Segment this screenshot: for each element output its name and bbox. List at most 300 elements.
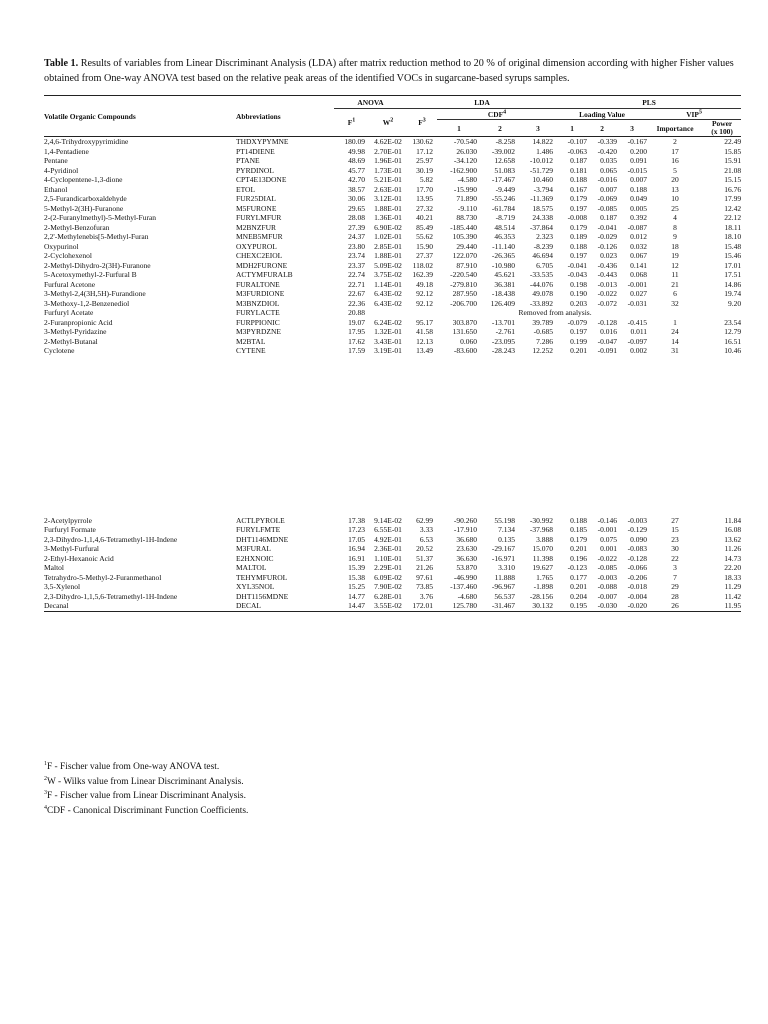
header-f-anova: $F^1$ <box>334 109 369 137</box>
cdf-3-value: 39.789 <box>532 317 554 327</box>
wilks-value: 9.14E-02 <box>374 515 402 525</box>
f-anova-value: 17.38 <box>348 515 365 525</box>
f-anova-value: 14.47 <box>334 601 369 611</box>
abbreviation: FURYLFMTE <box>236 525 281 534</box>
f-lda-value: 51.37 <box>416 553 433 563</box>
compound-name: 5-Methyl-2(3H)-Furanone <box>44 203 124 213</box>
loading-2-value: -0.339 <box>597 137 618 146</box>
wilks-value: 1.88E-01 <box>374 203 402 213</box>
vip-power-value: 11.42 <box>724 591 742 601</box>
table-row <box>44 156 741 166</box>
loading-1-value: -0.008 <box>567 213 588 222</box>
header-importance: Importance <box>647 120 703 137</box>
vip-power-value: 23.54 <box>724 317 742 327</box>
header-wilks: $W^2$ <box>369 109 407 137</box>
cdf-3-value: 49.078 <box>532 289 554 298</box>
wilks-value: 3.75E-02 <box>374 270 402 279</box>
compound-name: 5-Acetoxymethyl-2-Furfural B <box>44 270 137 279</box>
loading-1-value: 0.204 <box>570 591 588 601</box>
header-cdf-2: 2 <box>481 120 519 137</box>
table-row <box>44 213 741 223</box>
loading-2-value: -0.007 <box>597 591 618 601</box>
vip-importance-value: 3 <box>673 563 677 572</box>
cdf-3-value: -33.535 <box>529 270 554 279</box>
loading-3-value: 0.005 <box>630 203 648 213</box>
abbreviation: FURALTONE <box>236 279 280 289</box>
loading-2-value: -0.030 <box>587 601 617 611</box>
cdf-2-value: -17.467 <box>491 175 515 184</box>
abbreviation: THDXYPYMNE <box>236 137 289 146</box>
cdf-3-value: -8.239 <box>533 241 554 251</box>
f-anova-value: 22.36 <box>348 298 365 308</box>
table-row <box>44 582 741 592</box>
compound-name: Oxypurinol <box>44 241 79 251</box>
f-lda-value: 15.90 <box>416 241 433 251</box>
f-lda-value: 55.62 <box>416 232 433 241</box>
f-lda-value: 73.85 <box>416 582 433 591</box>
loading-1-value: 0.179 <box>570 194 588 203</box>
vip-importance-value: 23 <box>671 534 679 544</box>
abbreviation: OXYPUROL <box>236 241 277 251</box>
f-anova-value: 30.06 <box>348 194 365 203</box>
cdf-3-value: -30.992 <box>529 515 554 525</box>
loading-1-value: -0.079 <box>567 317 588 327</box>
abbreviation: XYL35NOL <box>236 582 275 591</box>
loading-1-value: -0.041 <box>567 260 588 270</box>
wilks-value: 3.55E-02 <box>369 601 407 611</box>
wilks-value: 1.96E-01 <box>374 156 402 165</box>
removed-note: Removed from analysis. <box>518 308 592 317</box>
cdf-3-value: 2.323 <box>536 232 554 241</box>
cdf-1-value: -46.990 <box>453 572 477 582</box>
loading-3-value: 0.012 <box>630 232 648 241</box>
f-lda-value: 3.76 <box>419 591 433 601</box>
f-anova-value: 17.23 <box>348 525 365 534</box>
vip-importance-value: 14 <box>671 336 679 346</box>
loading-2-value: -0.022 <box>597 553 618 563</box>
abbreviation: M3PYRDZNE <box>236 327 282 336</box>
loading-1-value: 0.203 <box>570 298 588 308</box>
cdf-1-value: 125.780 <box>437 601 481 611</box>
f-anova-value: 17.62 <box>348 336 365 346</box>
vip-power-value: 16.76 <box>724 184 742 194</box>
vip-importance-value: 17 <box>671 146 679 156</box>
wilks-value: 4.62E-02 <box>374 137 402 146</box>
abbreviation: M2BNZFUR <box>236 222 277 232</box>
header-loading-1: 1 <box>557 120 587 137</box>
abbreviation: DHT1146MDNE <box>236 534 289 544</box>
f-lda-value: 27.37 <box>416 251 433 260</box>
cdf-3-value: -11.369 <box>530 194 554 203</box>
cdf-1-value: 29.440 <box>456 241 477 251</box>
loading-1-value: -0.123 <box>567 563 588 572</box>
table-body-part-1 <box>44 137 741 309</box>
cdf-2-value: 3.310 <box>498 563 515 572</box>
abbreviation: CHEXC2EIOL <box>236 251 283 260</box>
abbreviation: ETOL <box>236 184 256 194</box>
loading-1-value: 0.190 <box>570 289 588 298</box>
vip-importance-value: 8 <box>673 222 677 232</box>
abbreviation: MDH2FURONE <box>236 260 288 270</box>
loading-1-value: 0.197 <box>570 203 588 213</box>
wilks-value: 7.90E-02 <box>374 582 402 591</box>
cdf-2-value: 45.621 <box>494 270 515 279</box>
footnote-1: $^1$F - Fischer value from One-way ANOVA test. <box>44 760 220 772</box>
compound-name: 2,2'-Methylenebis[5-Methyl-Furan <box>44 232 149 241</box>
compound-name: Pentane <box>44 156 68 165</box>
abbreviation: FURYLACTE <box>236 308 280 317</box>
wilks-value: 1.32E-01 <box>374 327 402 336</box>
vip-power-value: 22.49 <box>724 137 742 146</box>
cdf-2-value: 46.353 <box>494 232 515 241</box>
loading-3-value: -0.087 <box>627 222 648 232</box>
abbreviation: E2HXNOIC <box>236 553 274 563</box>
loading-2-value: -0.016 <box>597 175 618 184</box>
cdf-1-value: -90.260 <box>453 515 477 525</box>
vip-power-value: 12.42 <box>724 203 742 213</box>
table-row <box>44 289 741 299</box>
table-body-part-3 <box>44 516 741 612</box>
compound-name: Furfuryl Formate <box>44 525 96 534</box>
wilks-value: 1.14E-01 <box>374 279 402 289</box>
cdf-3-value: 1.765 <box>536 572 554 582</box>
cdf-1-value: -220.540 <box>450 270 477 279</box>
wilks-value: 6.28E-01 <box>374 591 402 601</box>
wilks-value: 4.92E-01 <box>374 534 402 544</box>
f-anova-value: 14.77 <box>348 591 365 601</box>
loading-3-value: -0.020 <box>617 601 647 611</box>
compound-name: 2-Cyclohexenol <box>44 251 92 260</box>
f-lda-value: 95.17 <box>416 317 433 327</box>
vip-importance-value: 20 <box>671 175 679 184</box>
cdf-1-value: 87.910 <box>456 260 477 270</box>
loading-1-value: 0.167 <box>570 184 588 194</box>
wilks-value: 3.19E-01 <box>374 346 402 355</box>
abbreviation: FURPPIONIC <box>236 317 280 327</box>
vip-importance-value: 7 <box>673 572 677 582</box>
wilks-value: 5.09E-02 <box>374 260 402 270</box>
f-anova-value: 38.57 <box>348 184 365 194</box>
loading-2-value: -0.420 <box>597 146 618 156</box>
abbreviation: M2BTAL <box>236 336 266 346</box>
loading-1-value: 0.201 <box>570 582 588 591</box>
table-row <box>44 166 741 176</box>
header-vip: VIP$^5$ <box>647 109 741 120</box>
vip-power-value: 11.95 <box>703 601 741 611</box>
wilks-value: 3.43E-01 <box>374 336 402 346</box>
cdf-2-value: -10.980 <box>491 260 515 270</box>
table-row <box>44 544 741 554</box>
cdf-3-value: 10.460 <box>532 175 554 184</box>
table-row <box>44 601 741 611</box>
vip-importance-value: 21 <box>671 279 679 289</box>
loading-1-value: 0.177 <box>570 572 588 582</box>
wilks-value: 1.36E-01 <box>374 213 402 222</box>
vip-power-value: 17.99 <box>724 194 742 203</box>
loading-3-value: -0.066 <box>627 563 648 572</box>
compound-name: Cyclotene <box>44 346 75 355</box>
loading-1-value: 0.196 <box>570 553 588 563</box>
table-row <box>44 175 741 185</box>
cdf-1-value: 71.890 <box>456 194 477 203</box>
f-lda-value: 97.61 <box>416 572 433 582</box>
table-row <box>44 232 741 242</box>
loading-3-value: 0.392 <box>630 213 648 222</box>
compound-name: 2-(2-Furanylmethyl)-5-Methyl-Furan <box>44 213 157 222</box>
cdf-3-value: 14.822 <box>532 137 554 146</box>
cdf-1-value: -206.700 <box>450 298 477 308</box>
cdf-3-value: -1.898 <box>533 582 554 591</box>
cdf-3-value: 24.338 <box>532 213 554 222</box>
f-lda-value: 92.12 <box>416 298 433 308</box>
loading-2-value: -0.085 <box>597 203 618 213</box>
loading-1-value: 0.189 <box>570 232 588 241</box>
f-anova-value: 15.39 <box>348 563 365 572</box>
cdf-3-value: 3.888 <box>536 534 554 544</box>
cdf-1-value: 23.630 <box>456 544 477 553</box>
table-row <box>44 535 741 545</box>
vip-importance-value: 31 <box>671 346 679 355</box>
cdf-1-value: 131.650 <box>452 327 477 336</box>
f-anova-value: 49.98 <box>348 146 365 156</box>
header-compound: Volatile Organic Compounds <box>44 96 236 137</box>
loading-2-value: -0.443 <box>597 270 618 279</box>
cdf-2-value: -39.002 <box>491 146 515 156</box>
header-lda: LDA <box>407 96 557 109</box>
vip-importance-value: 5 <box>673 165 677 175</box>
vip-power-value: 15.46 <box>724 251 742 260</box>
header-power: Power (x 100) <box>703 120 741 137</box>
cdf-1-value: 36.680 <box>456 534 477 544</box>
vip-importance-value: 32 <box>671 298 679 308</box>
vip-power-value: 16.08 <box>724 525 742 534</box>
abbreviation: ACTYMFURALB <box>236 270 293 279</box>
compound-name: 3-Methoxy-1,2-Benzenediol <box>44 298 130 308</box>
loading-3-value: 0.141 <box>630 260 648 270</box>
cdf-2-value: -26.365 <box>491 251 515 260</box>
loading-1-value: 0.199 <box>570 336 588 346</box>
header-f-lda: $F^3$ <box>407 109 437 137</box>
vip-power-value: 12.79 <box>724 327 742 336</box>
results-table-wrapper <box>44 95 741 612</box>
f-anova-value: 17.05 <box>348 534 365 544</box>
compound-name: 4-Cyclopentene-1,3-dione <box>44 175 123 184</box>
table-row <box>44 308 741 318</box>
f-anova-value: 27.39 <box>348 222 365 232</box>
vip-importance-value: 16 <box>671 156 679 165</box>
table-row <box>44 563 741 573</box>
compound-name: 2,3-Dihydro-1,1,4,6-Tetramethyl-1H-Indene <box>44 534 178 544</box>
wilks-value: 5.21E-01 <box>374 175 402 184</box>
cdf-3-value: -51.729 <box>529 165 554 175</box>
loading-2-value: -0.072 <box>597 298 618 308</box>
loading-1-value: 0.195 <box>557 601 587 611</box>
loading-3-value: 0.049 <box>630 194 648 203</box>
cdf-1-value: 287.950 <box>452 289 477 298</box>
cdf-2-value: 48.514 <box>494 222 515 232</box>
cdf-2-value: 55.198 <box>494 515 515 525</box>
f-anova-value: 23.37 <box>348 260 365 270</box>
loading-1-value: 0.197 <box>570 251 588 260</box>
vip-importance-value: 25 <box>671 203 679 213</box>
cdf-2-value: -61.784 <box>491 203 515 213</box>
f-lda-value: 172.01 <box>407 601 437 611</box>
f-lda-value: 49.18 <box>416 279 433 289</box>
loading-3-value: -0.031 <box>627 298 648 308</box>
loading-1-value: 0.187 <box>570 156 588 165</box>
header-anova: ANOVA <box>334 96 407 109</box>
vip-power-value: 13.62 <box>724 534 742 544</box>
cdf-3-value: 15.070 <box>532 544 554 553</box>
table-row <box>44 280 741 290</box>
loading-1-value: 0.179 <box>570 222 588 232</box>
vip-importance-value: 6 <box>673 289 677 298</box>
vip-power-value: 11.26 <box>724 544 742 553</box>
results-table <box>44 95 741 612</box>
loading-2-value: -0.088 <box>597 582 618 591</box>
cdf-2-value: 7.134 <box>498 525 515 534</box>
cdf-1-value: -185.440 <box>450 222 477 232</box>
vip-importance-value: 22 <box>671 553 679 563</box>
abbreviation: CPT4E13DONE <box>236 175 287 184</box>
f-lda-value: 12.13 <box>416 336 433 346</box>
table-row <box>44 525 741 535</box>
loading-3-value: 0.027 <box>630 289 648 298</box>
compound-name: 2-Methyl-Benzofuran <box>44 222 110 232</box>
vip-power-value: 17.01 <box>724 260 742 270</box>
f-lda-value: 21.26 <box>416 563 433 572</box>
table-row <box>44 137 741 147</box>
wilks-value: 6.43E-02 <box>374 298 402 308</box>
loading-1-value: 0.179 <box>570 534 588 544</box>
cdf-2-value: -18.438 <box>491 289 515 298</box>
f-anova-value: 22.74 <box>348 270 365 279</box>
loading-3-value: -0.206 <box>627 572 648 582</box>
compound-name: 3-Methyl-Furfural <box>44 544 99 553</box>
loading-3-value: 0.068 <box>630 270 648 279</box>
loading-3-value: 0.032 <box>630 241 648 251</box>
wilks-value: 2.85E-01 <box>374 241 402 251</box>
table-row <box>44 261 741 271</box>
abbreviation: M5FURONE <box>236 203 277 213</box>
f-anova-value: 22.67 <box>348 289 365 298</box>
f-anova-value: 17.59 <box>348 346 365 355</box>
cdf-2-value: 56.537 <box>494 591 515 601</box>
loading-3-value: -0.083 <box>627 544 648 553</box>
f-lda-value: 17.12 <box>416 146 433 156</box>
cdf-1-value: -9.110 <box>457 203 477 213</box>
cdf-2-value: -23.095 <box>491 336 515 346</box>
compound-name: 2,3-Dihydro-1,1,5,6-Tetramethyl-1H-Indene <box>44 591 178 601</box>
vip-importance-value: 10 <box>671 194 679 203</box>
loading-2-value: 0.035 <box>600 156 618 165</box>
cdf-3-value: -10.012 <box>529 156 554 165</box>
loading-3-value: -0.167 <box>627 137 648 146</box>
cdf-1-value: -4.580 <box>457 175 477 184</box>
loading-3-value: -0.004 <box>627 591 648 601</box>
loading-2-value: -0.013 <box>597 279 618 289</box>
cdf-1-value: 88.730 <box>456 213 477 222</box>
cdf-2-value: 12.658 <box>494 156 515 165</box>
table-row <box>44 185 741 195</box>
f-anova-value: 29.65 <box>348 203 365 213</box>
vip-importance-value: 13 <box>671 184 679 194</box>
vip-importance-value: 4 <box>673 213 677 222</box>
header-loading-3: 3 <box>617 120 647 137</box>
cdf-1-value: 105.390 <box>452 232 477 241</box>
table-row <box>44 327 741 337</box>
vip-power-value: 19.74 <box>724 289 742 298</box>
header-loading-2: 2 <box>587 120 617 137</box>
compound-name: Ethanol <box>44 184 68 194</box>
abbreviation: PT14DIENE <box>236 146 275 156</box>
compound-name: Furfuryl Acetate <box>44 308 94 317</box>
compound-name: 3-Methyl-Pyridazine <box>44 327 107 336</box>
cdf-2-value: 36.381 <box>494 279 515 289</box>
wilks-value: 6.09E-02 <box>374 572 402 582</box>
vip-power-value: 17.51 <box>724 270 742 279</box>
vip-power-value: 10.46 <box>724 346 742 355</box>
loading-3-value: -0.129 <box>627 525 648 534</box>
f-lda-value: 6.53 <box>419 534 433 544</box>
compound-name: 2-Methyl-Dihydro-2(3H)-Furanone <box>44 260 151 270</box>
cdf-1-value: -4.680 <box>457 591 477 601</box>
wilks-value: 1.02E-01 <box>374 232 402 241</box>
f-lda-value: 118.02 <box>412 260 433 270</box>
vip-importance-value: 28 <box>671 591 679 601</box>
cdf-2-value: 11.888 <box>494 572 515 582</box>
vip-power-value: 16.51 <box>724 336 742 346</box>
loading-2-value: -0.146 <box>597 515 618 525</box>
loading-3-value: 0.002 <box>630 346 648 355</box>
vip-power-value: 22.20 <box>724 563 742 572</box>
table-body-part-2 <box>44 318 741 356</box>
loading-2-value: 0.187 <box>600 213 618 222</box>
cdf-2-value: -11.140 <box>492 241 515 251</box>
table-row <box>44 592 741 602</box>
loading-1-value: 0.201 <box>570 346 588 355</box>
vip-power-value: 18.10 <box>724 232 742 241</box>
cdf-1-value: -70.540 <box>453 137 477 146</box>
cdf-3-value: -3.794 <box>533 184 554 194</box>
loading-2-value: -0.128 <box>597 317 618 327</box>
compound-name: 2,5-Furandicarboxaldehyde <box>44 194 127 203</box>
table-row <box>44 204 741 214</box>
abbreviation: DHT1156MDNE <box>236 591 289 601</box>
f-lda-value: 3.33 <box>419 525 433 534</box>
vip-importance-value: 12 <box>671 260 679 270</box>
cdf-1-value: 36.630 <box>456 553 477 563</box>
abbreviation: TEHYMFUROL <box>236 572 288 582</box>
table-header <box>44 96 741 137</box>
loading-1-value: 0.201 <box>570 544 588 553</box>
table-row <box>44 147 741 157</box>
vip-importance-value: 11 <box>671 270 679 279</box>
cdf-2-value: -9.449 <box>495 184 515 194</box>
vip-power-value: 14.73 <box>724 553 742 563</box>
loading-1-value: 0.185 <box>570 525 588 534</box>
loading-1-value: 0.198 <box>570 279 588 289</box>
vip-importance-value: 1 <box>673 317 677 327</box>
cdf-2-value: 126.409 <box>490 298 515 308</box>
loading-2-value: -0.085 <box>597 563 618 572</box>
cdf-2-value: 51.083 <box>494 165 515 175</box>
cdf-3-value: 1.486 <box>536 146 554 156</box>
f-lda-value: 13.49 <box>416 346 433 355</box>
loading-2-value: 0.065 <box>600 165 618 175</box>
vip-importance-value: 27 <box>671 515 679 525</box>
loading-2-value: -0.001 <box>597 525 618 534</box>
